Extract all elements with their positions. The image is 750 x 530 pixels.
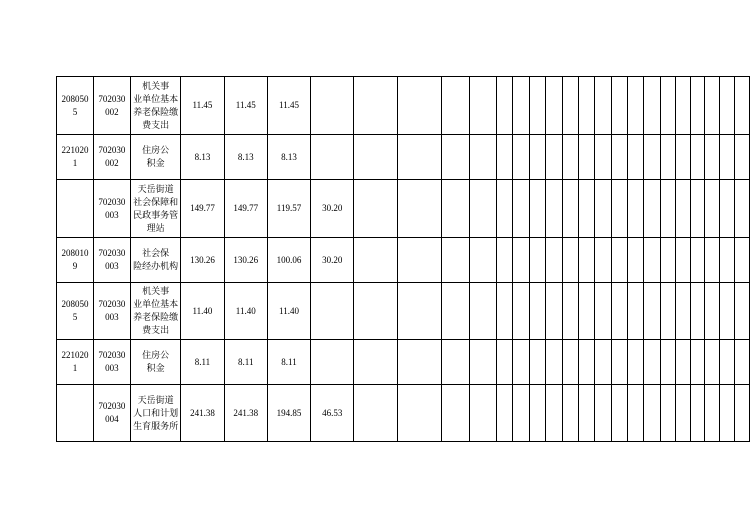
cell-unit-name-line: 机关事	[142, 286, 170, 296]
cell-empty	[578, 283, 594, 340]
cell-unit-name-line: 人口和计划	[133, 407, 179, 418]
cell-empty	[611, 340, 627, 385]
cell-empty	[546, 135, 562, 180]
cell-empty	[354, 340, 398, 385]
cell-dept-code-line: 9	[72, 261, 78, 271]
cell-amount-subtotal: 11.40	[224, 283, 267, 340]
cell-func-code	[93, 135, 130, 180]
cell-amount-total: 130.26	[181, 238, 224, 283]
cell-empty	[690, 135, 705, 180]
cell-func-code	[93, 238, 130, 283]
cell-empty	[611, 135, 627, 180]
cell-empty	[513, 77, 529, 135]
cell-empty	[595, 180, 611, 238]
cell-empty	[546, 283, 562, 340]
cell-func-code-line: 702030	[98, 196, 126, 207]
cell-empty	[690, 77, 705, 135]
cell-amount-subtotal: 149.77	[224, 180, 267, 238]
cell-func-code-line: 702030	[98, 93, 126, 104]
cell-empty	[546, 385, 562, 442]
cell-empty	[398, 238, 442, 283]
cell-unit-name-line: 生育服务所	[133, 420, 179, 431]
cell-amount-project	[311, 77, 354, 135]
cell-empty	[720, 135, 735, 180]
cell-amount-subtotal: 130.26	[224, 238, 267, 283]
cell-unit-name-line: 养老保险缴	[133, 312, 179, 322]
cell-dept-code	[57, 180, 94, 238]
cell-empty	[469, 135, 496, 180]
cell-amount-total: 8.13	[181, 135, 224, 180]
cell-empty	[705, 135, 720, 180]
budget-table-container	[56, 76, 750, 442]
cell-dept-code-line: 208050	[61, 93, 89, 104]
cell-empty	[513, 238, 529, 283]
cell-empty	[720, 283, 735, 340]
cell-empty	[690, 340, 705, 385]
table-row	[57, 135, 750, 180]
table-row	[57, 340, 750, 385]
cell-empty	[611, 77, 627, 135]
cell-empty	[496, 283, 512, 340]
cell-empty	[578, 77, 594, 135]
cell-unit-name	[130, 283, 180, 340]
cell-empty	[529, 238, 545, 283]
cell-empty	[611, 180, 627, 238]
cell-empty	[660, 238, 675, 283]
cell-empty	[595, 238, 611, 283]
cell-empty	[734, 77, 749, 135]
cell-empty	[675, 385, 690, 442]
cell-empty	[660, 77, 675, 135]
cell-dept-code	[57, 340, 94, 385]
cell-empty	[611, 385, 627, 442]
cell-unit-name-line: 天岳街道	[137, 183, 174, 194]
cell-unit-name-line: 业单位基本	[133, 93, 179, 104]
cell-empty	[644, 385, 660, 442]
cell-empty	[529, 135, 545, 180]
cell-empty	[562, 238, 578, 283]
cell-empty	[496, 238, 512, 283]
cell-empty	[660, 283, 675, 340]
cell-empty	[469, 283, 496, 340]
cell-dept-code-line: 221020	[61, 350, 89, 360]
cell-empty	[705, 385, 720, 442]
cell-amount-subtotal: 241.38	[224, 385, 267, 442]
cell-empty	[720, 340, 735, 385]
cell-unit-name-line: 费支出	[142, 119, 170, 130]
cell-empty	[595, 385, 611, 442]
cell-empty	[690, 283, 705, 340]
cell-empty	[398, 135, 442, 180]
cell-func-code-line: 002	[105, 106, 119, 117]
cell-amount-basic: 8.13	[267, 135, 310, 180]
cell-empty	[628, 180, 644, 238]
cell-unit-name	[130, 385, 180, 442]
cell-amount-basic: 194.85	[267, 385, 310, 442]
cell-func-code	[93, 180, 130, 238]
cell-amount-subtotal: 8.11	[224, 340, 267, 385]
cell-empty	[442, 135, 469, 180]
cell-func-code	[93, 77, 130, 135]
cell-empty	[442, 180, 469, 238]
cell-dept-code-line: 5	[72, 312, 78, 322]
cell-empty	[529, 283, 545, 340]
cell-empty	[546, 238, 562, 283]
cell-unit-name	[130, 135, 180, 180]
cell-empty	[595, 340, 611, 385]
cell-empty	[660, 180, 675, 238]
budget-table	[56, 76, 750, 442]
cell-empty	[628, 238, 644, 283]
cell-empty	[611, 283, 627, 340]
cell-dept-code-line: 208050	[61, 299, 89, 309]
cell-amount-total: 8.11	[181, 340, 224, 385]
cell-dept-code-line: 1	[72, 363, 78, 373]
cell-empty	[578, 340, 594, 385]
cell-dept-code-line: 5	[72, 106, 78, 117]
table-row	[57, 385, 750, 442]
cell-unit-name	[130, 77, 180, 135]
cell-amount-project	[311, 283, 354, 340]
cell-empty	[705, 340, 720, 385]
cell-dept-code	[57, 283, 94, 340]
cell-empty	[562, 180, 578, 238]
cell-empty	[442, 238, 469, 283]
cell-func-code-line: 004	[105, 414, 119, 424]
cell-empty	[469, 340, 496, 385]
cell-empty	[562, 77, 578, 135]
cell-empty	[529, 385, 545, 442]
cell-empty	[705, 180, 720, 238]
cell-amount-basic: 100.06	[267, 238, 310, 283]
cell-func-code	[93, 340, 130, 385]
cell-empty	[720, 77, 735, 135]
cell-empty	[628, 135, 644, 180]
cell-empty	[354, 283, 398, 340]
cell-empty	[675, 180, 690, 238]
cell-unit-name-line: 社会保障和	[133, 196, 179, 207]
cell-empty	[705, 77, 720, 135]
table-row	[57, 77, 750, 135]
cell-amount-subtotal: 11.45	[224, 77, 267, 135]
cell-empty	[734, 135, 749, 180]
cell-empty	[398, 385, 442, 442]
cell-unit-name-line: 住房公	[142, 145, 170, 155]
cell-unit-name-line: 民政事务管	[133, 209, 179, 220]
cell-func-code-line: 702030	[98, 350, 126, 360]
cell-empty	[675, 77, 690, 135]
cell-unit-name-line: 社会保	[142, 248, 170, 258]
cell-amount-project	[311, 340, 354, 385]
cell-empty	[644, 238, 660, 283]
cell-func-code-line: 702030	[98, 401, 126, 411]
cell-empty	[398, 340, 442, 385]
cell-empty	[720, 385, 735, 442]
cell-unit-name	[130, 238, 180, 283]
cell-empty	[496, 135, 512, 180]
table-row	[57, 238, 750, 283]
cell-unit-name-line: 住房公	[142, 350, 170, 360]
cell-empty	[675, 135, 690, 180]
cell-empty	[734, 238, 749, 283]
cell-empty	[734, 385, 749, 442]
cell-empty	[595, 135, 611, 180]
cell-unit-name-line: 业单位基本	[133, 299, 179, 309]
cell-unit-name-line: 养老保险缴	[133, 106, 179, 117]
cell-empty	[354, 180, 398, 238]
cell-empty	[562, 283, 578, 340]
cell-empty	[354, 135, 398, 180]
cell-empty	[660, 385, 675, 442]
cell-empty	[354, 238, 398, 283]
cell-empty	[469, 180, 496, 238]
cell-unit-name-line: 险经办机构	[133, 261, 179, 271]
cell-empty	[562, 385, 578, 442]
cell-empty	[734, 283, 749, 340]
cell-empty	[628, 385, 644, 442]
cell-empty	[644, 283, 660, 340]
cell-dept-code	[57, 77, 94, 135]
cell-dept-code-line: 221020	[61, 145, 89, 155]
cell-empty	[578, 238, 594, 283]
cell-amount-total: 241.38	[181, 385, 224, 442]
cell-empty	[546, 340, 562, 385]
cell-empty	[578, 180, 594, 238]
cell-func-code	[93, 385, 130, 442]
cell-empty	[595, 77, 611, 135]
cell-dept-code	[57, 385, 94, 442]
cell-unit-name-line: 积金	[146, 158, 165, 168]
cell-empty	[442, 340, 469, 385]
cell-func-code-line: 003	[105, 363, 119, 373]
cell-dept-code	[57, 238, 94, 283]
cell-empty	[496, 340, 512, 385]
cell-amount-total: 11.45	[181, 77, 224, 135]
cell-empty	[496, 77, 512, 135]
cell-empty	[675, 340, 690, 385]
cell-amount-subtotal: 8.13	[224, 135, 267, 180]
cell-unit-name-line: 费支出	[142, 325, 170, 335]
cell-empty	[660, 135, 675, 180]
cell-empty	[628, 283, 644, 340]
cell-unit-name-line: 积金	[146, 363, 165, 373]
cell-empty	[496, 385, 512, 442]
cell-empty	[734, 340, 749, 385]
cell-empty	[562, 340, 578, 385]
cell-empty	[734, 180, 749, 238]
cell-dept-code-line: 208010	[61, 248, 89, 258]
cell-empty	[644, 135, 660, 180]
cell-unit-name-line: 天岳街道	[137, 394, 174, 405]
cell-empty	[496, 180, 512, 238]
cell-empty	[469, 385, 496, 442]
cell-amount-basic: 11.40	[267, 283, 310, 340]
cell-amount-project: 30.20	[311, 180, 354, 238]
cell-empty	[720, 238, 735, 283]
cell-empty	[578, 385, 594, 442]
cell-func-code-line: 702030	[98, 299, 126, 309]
cell-unit-name	[130, 180, 180, 238]
cell-empty	[513, 385, 529, 442]
cell-empty	[529, 77, 545, 135]
cell-func-code-line: 003	[105, 209, 119, 220]
cell-empty	[675, 238, 690, 283]
cell-empty	[469, 238, 496, 283]
table-row	[57, 180, 750, 238]
cell-amount-basic: 8.11	[267, 340, 310, 385]
cell-amount-project: 30.20	[311, 238, 354, 283]
cell-func-code-line: 003	[105, 261, 119, 271]
cell-empty	[595, 283, 611, 340]
cell-empty	[690, 385, 705, 442]
cell-empty	[644, 77, 660, 135]
budget-table-body	[57, 77, 750, 442]
table-row	[57, 283, 750, 340]
cell-empty	[562, 135, 578, 180]
cell-empty	[690, 238, 705, 283]
cell-empty	[529, 180, 545, 238]
cell-unit-name-line: 理站	[146, 222, 165, 233]
cell-empty	[705, 283, 720, 340]
cell-empty	[628, 340, 644, 385]
cell-amount-total: 149.77	[181, 180, 224, 238]
cell-empty	[398, 283, 442, 340]
cell-empty	[705, 238, 720, 283]
cell-empty	[442, 385, 469, 442]
cell-empty	[442, 283, 469, 340]
cell-empty	[660, 340, 675, 385]
cell-empty	[513, 283, 529, 340]
cell-empty	[546, 180, 562, 238]
cell-amount-total: 11.40	[181, 283, 224, 340]
cell-func-code-line: 702030	[98, 248, 126, 258]
cell-empty	[398, 180, 442, 238]
cell-dept-code-line: 1	[72, 158, 78, 168]
cell-amount-project: 46.53	[311, 385, 354, 442]
cell-unit-name	[130, 340, 180, 385]
cell-empty	[628, 77, 644, 135]
cell-amount-basic: 119.57	[267, 180, 310, 238]
cell-empty	[513, 180, 529, 238]
cell-empty	[513, 340, 529, 385]
cell-unit-name-line: 机关事	[142, 80, 170, 91]
cell-amount-basic: 11.45	[267, 77, 310, 135]
cell-empty	[354, 385, 398, 442]
cell-empty	[546, 77, 562, 135]
cell-empty	[644, 340, 660, 385]
cell-empty	[578, 135, 594, 180]
cell-func-code-line: 002	[105, 158, 119, 168]
cell-empty	[529, 340, 545, 385]
cell-empty	[513, 135, 529, 180]
cell-amount-project	[311, 135, 354, 180]
cell-empty	[690, 180, 705, 238]
cell-empty	[469, 77, 496, 135]
cell-dept-code	[57, 135, 94, 180]
cell-empty	[720, 180, 735, 238]
cell-empty	[644, 180, 660, 238]
cell-empty	[611, 238, 627, 283]
cell-func-code	[93, 283, 130, 340]
cell-empty	[442, 77, 469, 135]
cell-func-code-line: 702030	[98, 145, 126, 155]
cell-empty	[675, 283, 690, 340]
cell-func-code-line: 003	[105, 312, 119, 322]
cell-empty	[354, 77, 398, 135]
cell-empty	[398, 77, 442, 135]
